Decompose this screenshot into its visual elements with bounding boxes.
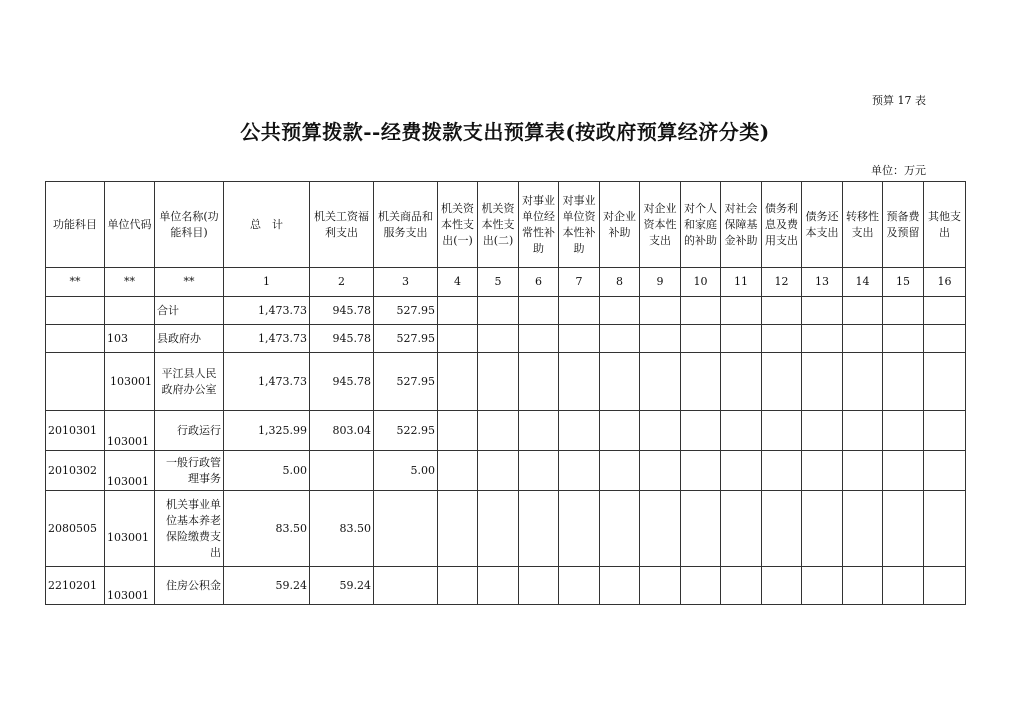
func-code-cell [46, 353, 105, 411]
table-row [46, 325, 966, 353]
unit-name-cell: 行政运行 [155, 411, 224, 451]
goods-cell [374, 567, 438, 605]
budget-table [45, 181, 966, 605]
total-cell: 59.24 [224, 567, 310, 605]
goods-cell: 5.00 [374, 451, 438, 491]
wage-cell: 945.78 [310, 325, 374, 353]
col-header: 机关资本性支出(一) [438, 182, 478, 268]
index-cell: 1 [224, 268, 310, 297]
col-header: 对社会保障基金补助 [721, 182, 762, 268]
col-header: 机关工资福利支出 [310, 182, 374, 268]
index-cell: 10 [681, 268, 721, 297]
wage-cell: 803.04 [310, 411, 374, 451]
unit-label: 单位：万元 [871, 164, 926, 177]
goods-cell: 527.95 [374, 353, 438, 411]
goods-cell [374, 491, 438, 567]
col-header: 对企业补助 [600, 182, 640, 268]
unit-name-cell: 合计 [155, 297, 224, 325]
unit-code-cell [105, 297, 155, 325]
col-header: 对企业资本性支出 [640, 182, 681, 268]
col-header: 功能科目 [46, 182, 105, 268]
func-code-cell [46, 325, 105, 353]
func-code-cell: 2210201 [46, 567, 105, 605]
total-cell: 5.00 [224, 451, 310, 491]
goods-cell: 527.95 [374, 325, 438, 353]
func-code-cell: 2080505 [46, 491, 105, 567]
form-number: 预算 17 表 [872, 94, 926, 107]
col-header: 对个人和家庭的补助 [681, 182, 721, 268]
unit-code-cell: 103001 [105, 491, 155, 567]
col-header: 预备费及预留 [883, 182, 924, 268]
page-title: 公共预算拨款--经费拨款支出预算表(按政府预算经济分类) [240, 120, 770, 144]
wage-cell: 945.78 [310, 353, 374, 411]
index-cell: ** [105, 268, 155, 297]
total-cell: 1,473.73 [224, 325, 310, 353]
col-header: 总 计 [224, 182, 310, 268]
wage-cell: 945.78 [310, 297, 374, 325]
index-cell: 3 [374, 268, 438, 297]
col-header: 转移性支出 [843, 182, 883, 268]
col-header: 对事业单位资本性补助 [559, 182, 600, 268]
table-row [46, 411, 966, 451]
index-row [46, 268, 966, 297]
col-header: 其他支出 [924, 182, 966, 268]
index-cell: 5 [478, 268, 519, 297]
unit-name-cell: 县政府办 [155, 325, 224, 353]
unit-code-cell: 103001 [105, 411, 155, 451]
index-cell: 12 [762, 268, 802, 297]
total-cell: 1,473.73 [224, 297, 310, 325]
table-row [46, 567, 966, 605]
goods-cell: 527.95 [374, 297, 438, 325]
index-cell: 4 [438, 268, 478, 297]
total-cell: 1,473.73 [224, 353, 310, 411]
index-cell: 15 [883, 268, 924, 297]
goods-cell: 522.95 [374, 411, 438, 451]
func-code-cell: 2010301 [46, 411, 105, 451]
col-header: 对事业单位经常性补助 [519, 182, 559, 268]
unit-name-cell: 住房公积金 [155, 567, 224, 605]
unit-code-cell: 103001 [105, 353, 155, 411]
wage-cell: 59.24 [310, 567, 374, 605]
wage-cell: 83.50 [310, 491, 374, 567]
index-cell: 16 [924, 268, 966, 297]
col-header: 单位代码 [105, 182, 155, 268]
index-cell: ** [46, 268, 105, 297]
col-header: 单位名称(功能科目) [155, 182, 224, 268]
func-code-cell: 2010302 [46, 451, 105, 491]
total-cell: 83.50 [224, 491, 310, 567]
col-header: 债务还本支出 [802, 182, 843, 268]
index-cell: 6 [519, 268, 559, 297]
col-header: 债务利息及费用支出 [762, 182, 802, 268]
unit-name-cell: 一般行政管理事务 [155, 451, 224, 491]
index-cell: 8 [600, 268, 640, 297]
total-cell: 1,325.99 [224, 411, 310, 451]
index-cell: 9 [640, 268, 681, 297]
unit-code-cell: 103001 [105, 451, 155, 491]
table-row [46, 491, 966, 567]
unit-code-cell: 103 [105, 325, 155, 353]
unit-name-cell: 平江县人民政府办公室 [155, 353, 224, 411]
index-cell: 7 [559, 268, 600, 297]
index-cell: ** [155, 268, 224, 297]
wage-cell [310, 451, 374, 491]
unit-code-cell: 103001 [105, 567, 155, 605]
header-row [46, 182, 966, 268]
table-row [46, 353, 966, 411]
unit-name-cell: 机关事业单位基本养老保险缴费支出 [155, 491, 224, 567]
func-code-cell [46, 297, 105, 325]
col-header: 机关资本性支出(二) [478, 182, 519, 268]
col-header: 机关商品和服务支出 [374, 182, 438, 268]
table-row [46, 297, 966, 325]
index-cell: 2 [310, 268, 374, 297]
index-cell: 11 [721, 268, 762, 297]
table-row [46, 451, 966, 491]
index-cell: 13 [802, 268, 843, 297]
index-cell: 14 [843, 268, 883, 297]
